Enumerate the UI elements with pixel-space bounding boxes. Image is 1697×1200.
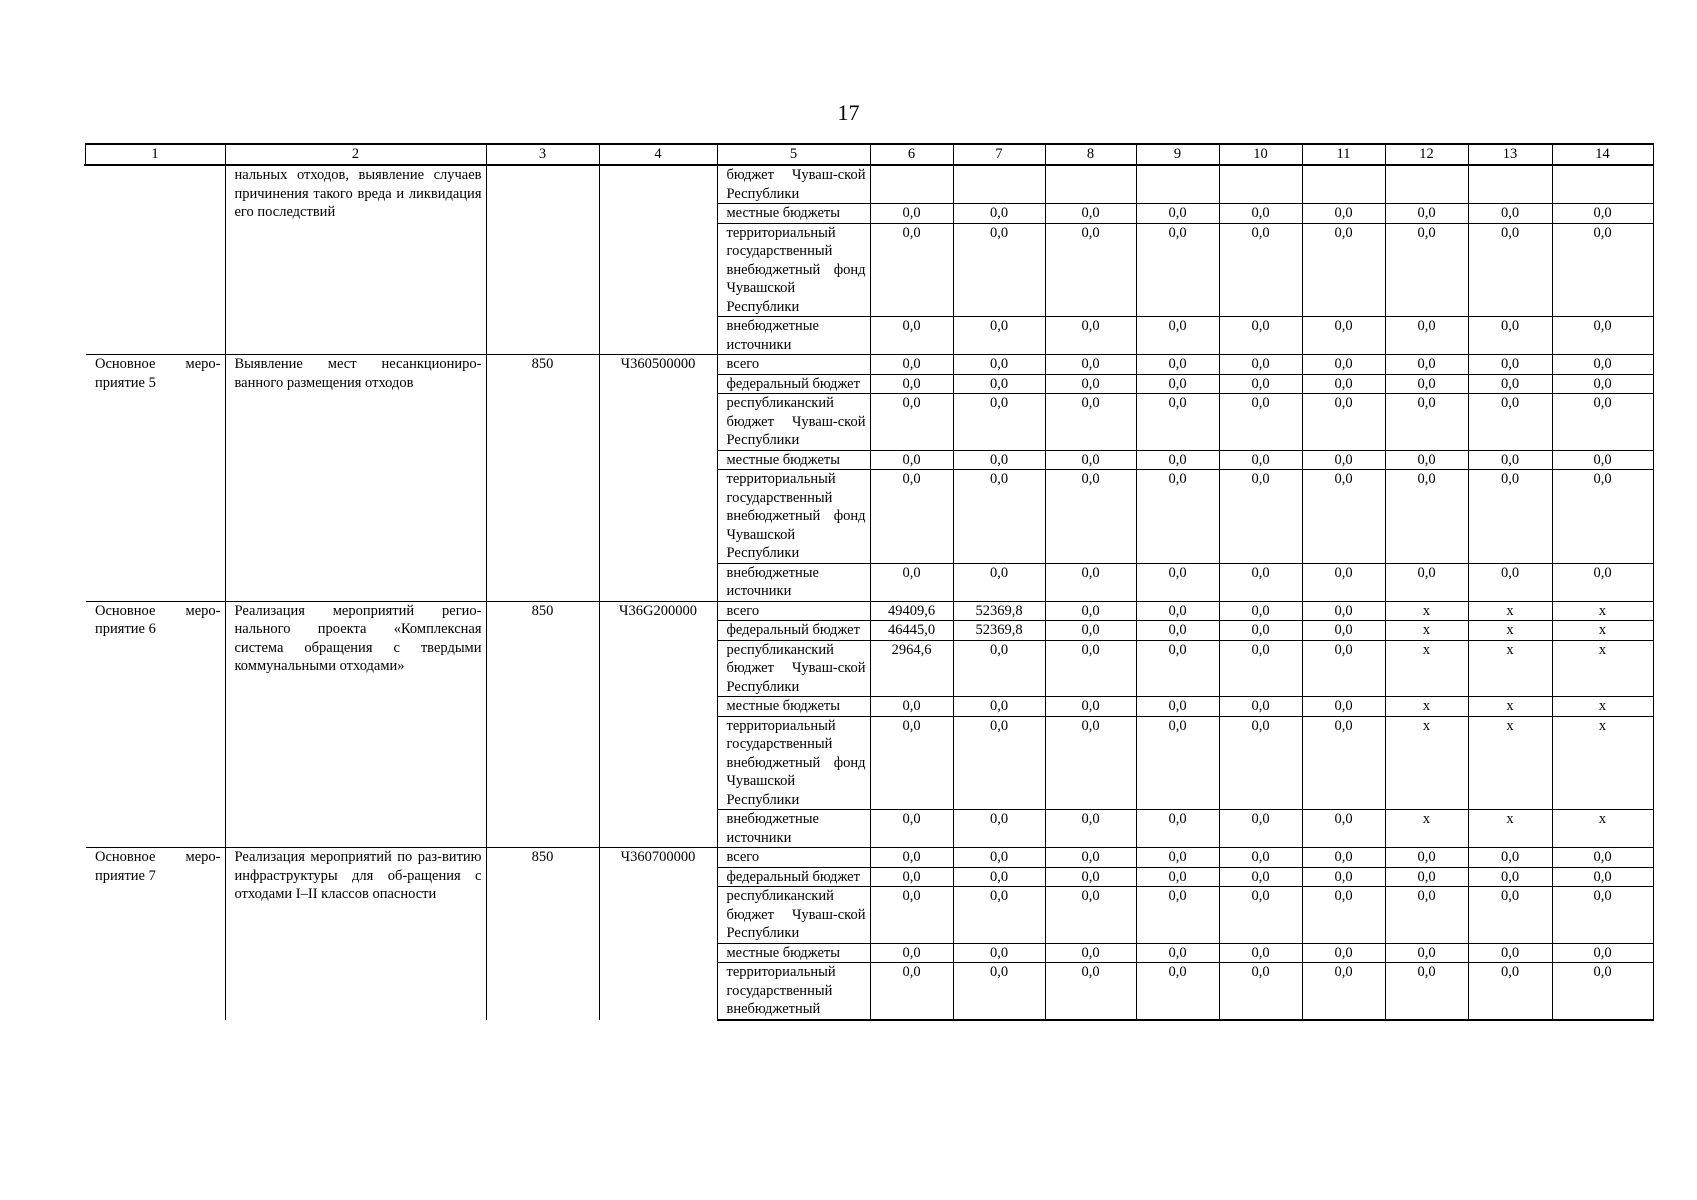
value-cell: 0,0 bbox=[1136, 450, 1219, 470]
value-cell: 0,0 bbox=[1136, 563, 1219, 601]
value-cell: 0,0 bbox=[1045, 640, 1136, 697]
value-cell: 0,0 bbox=[1385, 450, 1468, 470]
table-header-row bbox=[85, 144, 1653, 165]
column-header: 2 bbox=[225, 144, 486, 165]
value-cell: 0,0 bbox=[1385, 317, 1468, 355]
value-cell: 0,0 bbox=[1468, 374, 1552, 394]
value-cell: 0,0 bbox=[1468, 963, 1552, 1020]
measure-name: Основное меро-приятие 7 bbox=[85, 848, 225, 1020]
value-cell bbox=[1219, 165, 1302, 204]
value-cell: x bbox=[1552, 697, 1653, 717]
value-cell: x bbox=[1385, 716, 1468, 810]
funding-source: республиканский бюджет Чуваш-ской Республики bbox=[717, 640, 870, 697]
value-cell: 0,0 bbox=[1136, 394, 1219, 451]
value-cell: 0,0 bbox=[1302, 317, 1385, 355]
column-header: 11 bbox=[1302, 144, 1385, 165]
value-cell: 0,0 bbox=[1552, 355, 1653, 375]
value-cell: 0,0 bbox=[870, 867, 953, 887]
value-cell: 0,0 bbox=[1468, 887, 1552, 944]
value-cell: 0,0 bbox=[953, 640, 1045, 697]
table-row bbox=[85, 848, 1653, 868]
budget-classification-code: Ч36G200000 bbox=[599, 601, 717, 848]
value-cell: 0,0 bbox=[1302, 867, 1385, 887]
value-cell: 0,0 bbox=[1136, 848, 1219, 868]
value-cell: 0,0 bbox=[870, 470, 953, 564]
value-cell: x bbox=[1468, 697, 1552, 717]
budget-classification-code: Ч360700000 bbox=[599, 848, 717, 1020]
value-cell: x bbox=[1552, 810, 1653, 848]
value-cell: 52369,8 bbox=[953, 601, 1045, 621]
table-body bbox=[85, 144, 1653, 1020]
value-cell: 0,0 bbox=[1219, 450, 1302, 470]
column-header: 9 bbox=[1136, 144, 1219, 165]
table-row bbox=[85, 355, 1653, 375]
value-cell: 0,0 bbox=[1136, 223, 1219, 317]
funding-source: федеральный бюджет bbox=[717, 374, 870, 394]
value-cell: 0,0 bbox=[1552, 450, 1653, 470]
measure-name-cell bbox=[85, 165, 225, 355]
value-cell: 0,0 bbox=[953, 810, 1045, 848]
value-cell: 0,0 bbox=[1302, 621, 1385, 641]
value-cell: 0,0 bbox=[1385, 867, 1468, 887]
funding-source: местные бюджеты bbox=[717, 697, 870, 717]
value-cell: 0,0 bbox=[870, 317, 953, 355]
value-cell: 0,0 bbox=[1468, 470, 1552, 564]
value-cell bbox=[1302, 165, 1385, 204]
value-cell: x bbox=[1468, 716, 1552, 810]
funding-source: внебюджетные источники bbox=[717, 810, 870, 848]
value-cell: 0,0 bbox=[1468, 848, 1552, 868]
value-cell: 0,0 bbox=[1302, 640, 1385, 697]
grbs-code bbox=[486, 165, 599, 355]
value-cell: 0,0 bbox=[1136, 601, 1219, 621]
value-cell bbox=[1385, 165, 1468, 204]
value-cell: 0,0 bbox=[1302, 963, 1385, 1020]
value-cell: 0,0 bbox=[1385, 374, 1468, 394]
funding-source: федеральный бюджет bbox=[717, 621, 870, 641]
value-cell: 0,0 bbox=[1302, 716, 1385, 810]
value-cell: x bbox=[1385, 810, 1468, 848]
value-cell: 0,0 bbox=[870, 394, 953, 451]
table-row bbox=[85, 601, 1653, 621]
value-cell: 0,0 bbox=[1385, 943, 1468, 963]
value-cell: 0,0 bbox=[870, 223, 953, 317]
value-cell: 0,0 bbox=[1302, 450, 1385, 470]
funding-source: всего bbox=[717, 848, 870, 868]
budget-classification-code bbox=[599, 165, 717, 355]
column-header: 4 bbox=[599, 144, 717, 165]
value-cell: 0,0 bbox=[870, 887, 953, 944]
value-cell: 0,0 bbox=[1552, 563, 1653, 601]
value-cell: 0,0 bbox=[1219, 887, 1302, 944]
value-cell: 0,0 bbox=[1045, 887, 1136, 944]
value-cell: 0,0 bbox=[1385, 223, 1468, 317]
value-cell: 0,0 bbox=[1468, 204, 1552, 224]
funding-source: внебюджетные источники bbox=[717, 563, 870, 601]
value-cell: 0,0 bbox=[870, 810, 953, 848]
column-header: 10 bbox=[1219, 144, 1302, 165]
value-cell: 0,0 bbox=[953, 450, 1045, 470]
funding-source: территориальный государственный внебюджетный фонд Чувашской Республики bbox=[717, 223, 870, 317]
value-cell: 0,0 bbox=[1136, 470, 1219, 564]
value-cell: x bbox=[1552, 601, 1653, 621]
measure-name: Основное меро-приятие 5 bbox=[85, 355, 225, 602]
value-cell: 0,0 bbox=[953, 943, 1045, 963]
budget-classification-code: Ч360500000 bbox=[599, 355, 717, 602]
value-cell bbox=[1136, 165, 1219, 204]
value-cell: 0,0 bbox=[1219, 697, 1302, 717]
value-cell: 0,0 bbox=[870, 204, 953, 224]
funding-source: республиканский бюджет Чуваш-ской Республики bbox=[717, 394, 870, 451]
value-cell: 0,0 bbox=[1468, 394, 1552, 451]
value-cell: x bbox=[1468, 621, 1552, 641]
value-cell: 0,0 bbox=[1302, 848, 1385, 868]
value-cell: 0,0 bbox=[953, 355, 1045, 375]
value-cell: 0,0 bbox=[1136, 810, 1219, 848]
value-cell: 0,0 bbox=[1045, 621, 1136, 641]
value-cell: 0,0 bbox=[1045, 374, 1136, 394]
value-cell: 0,0 bbox=[1552, 963, 1653, 1020]
value-cell bbox=[1552, 165, 1653, 204]
funding-source: бюджет Чуваш-ской Республики bbox=[717, 165, 870, 204]
value-cell: 0,0 bbox=[1219, 867, 1302, 887]
value-cell: 0,0 bbox=[1552, 317, 1653, 355]
value-cell: 0,0 bbox=[1219, 374, 1302, 394]
value-cell: 0,0 bbox=[1045, 848, 1136, 868]
value-cell bbox=[870, 165, 953, 204]
value-cell: 0,0 bbox=[1219, 621, 1302, 641]
value-cell: 0,0 bbox=[1468, 943, 1552, 963]
value-cell: 0,0 bbox=[953, 317, 1045, 355]
column-header: 6 bbox=[870, 144, 953, 165]
value-cell: x bbox=[1552, 716, 1653, 810]
value-cell: 0,0 bbox=[1136, 716, 1219, 810]
value-cell: 0,0 bbox=[1219, 563, 1302, 601]
column-header: 7 bbox=[953, 144, 1045, 165]
value-cell: 0,0 bbox=[1219, 470, 1302, 564]
value-cell: 0,0 bbox=[1468, 317, 1552, 355]
value-cell: 0,0 bbox=[953, 470, 1045, 564]
value-cell: 0,0 bbox=[1045, 563, 1136, 601]
column-header: 1 bbox=[85, 144, 225, 165]
value-cell: 0,0 bbox=[1136, 355, 1219, 375]
value-cell: 0,0 bbox=[1136, 374, 1219, 394]
value-cell: 0,0 bbox=[870, 374, 953, 394]
value-cell: 0,0 bbox=[1552, 204, 1653, 224]
value-cell: 0,0 bbox=[1136, 963, 1219, 1020]
value-cell: 0,0 bbox=[953, 887, 1045, 944]
value-cell: 0,0 bbox=[1219, 640, 1302, 697]
value-cell: 0,0 bbox=[1219, 810, 1302, 848]
budget-table bbox=[84, 143, 1654, 1021]
funding-source: всего bbox=[717, 355, 870, 375]
funding-source: внебюджетные источники bbox=[717, 317, 870, 355]
value-cell: 0,0 bbox=[1385, 563, 1468, 601]
column-header: 13 bbox=[1468, 144, 1552, 165]
value-cell: 0,0 bbox=[1219, 355, 1302, 375]
value-cell: 0,0 bbox=[1552, 943, 1653, 963]
funding-source: местные бюджеты bbox=[717, 943, 870, 963]
value-cell: 0,0 bbox=[1136, 317, 1219, 355]
value-cell: 0,0 bbox=[1302, 223, 1385, 317]
value-cell: x bbox=[1385, 621, 1468, 641]
value-cell: 0,0 bbox=[1468, 563, 1552, 601]
value-cell: 0,0 bbox=[870, 943, 953, 963]
funding-source: местные бюджеты bbox=[717, 450, 870, 470]
value-cell: 0,0 bbox=[1468, 223, 1552, 317]
value-cell: 0,0 bbox=[1045, 943, 1136, 963]
value-cell: 0,0 bbox=[870, 355, 953, 375]
value-cell: 0,0 bbox=[1219, 716, 1302, 810]
value-cell: 0,0 bbox=[1302, 394, 1385, 451]
value-cell: 2964,6 bbox=[870, 640, 953, 697]
value-cell bbox=[1468, 165, 1552, 204]
value-cell: 0,0 bbox=[1302, 810, 1385, 848]
table-row bbox=[85, 165, 1653, 204]
column-header: 3 bbox=[486, 144, 599, 165]
value-cell: 0,0 bbox=[1045, 394, 1136, 451]
value-cell: 46445,0 bbox=[870, 621, 953, 641]
value-cell: 0,0 bbox=[1136, 697, 1219, 717]
value-cell: 49409,6 bbox=[870, 601, 953, 621]
value-cell: 52369,8 bbox=[953, 621, 1045, 641]
value-cell: 0,0 bbox=[870, 697, 953, 717]
value-cell: 0,0 bbox=[1385, 848, 1468, 868]
value-cell: 0,0 bbox=[953, 204, 1045, 224]
value-cell: x bbox=[1385, 640, 1468, 697]
value-cell: 0,0 bbox=[1219, 943, 1302, 963]
value-cell: 0,0 bbox=[953, 394, 1045, 451]
value-cell: 0,0 bbox=[1302, 697, 1385, 717]
page-number: 17 bbox=[837, 100, 860, 125]
value-cell: 0,0 bbox=[1385, 394, 1468, 451]
value-cell: 0,0 bbox=[1302, 374, 1385, 394]
value-cell: 0,0 bbox=[1302, 601, 1385, 621]
value-cell: 0,0 bbox=[1045, 963, 1136, 1020]
value-cell: 0,0 bbox=[953, 963, 1045, 1020]
value-cell: x bbox=[1468, 640, 1552, 697]
column-header: 14 bbox=[1552, 144, 1653, 165]
grbs-code: 850 bbox=[486, 848, 599, 1020]
value-cell: x bbox=[1468, 601, 1552, 621]
value-cell: 0,0 bbox=[1045, 867, 1136, 887]
value-cell: 0,0 bbox=[1136, 943, 1219, 963]
value-cell: 0,0 bbox=[1219, 963, 1302, 1020]
value-cell: 0,0 bbox=[1552, 470, 1653, 564]
value-cell: 0,0 bbox=[1136, 640, 1219, 697]
value-cell: 0,0 bbox=[1219, 394, 1302, 451]
value-cell: 0,0 bbox=[870, 563, 953, 601]
funding-source: местные бюджеты bbox=[717, 204, 870, 224]
grbs-code: 850 bbox=[486, 601, 599, 848]
value-cell: 0,0 bbox=[1136, 887, 1219, 944]
value-cell: 0,0 bbox=[1045, 204, 1136, 224]
value-cell: 0,0 bbox=[1385, 470, 1468, 564]
value-cell: 0,0 bbox=[1045, 601, 1136, 621]
measure-description: Реализация мероприятий регио-нального проекта «Комплексная система обращения с твердыми коммунальными отходами» bbox=[225, 601, 486, 848]
value-cell: x bbox=[1552, 621, 1653, 641]
value-cell: 0,0 bbox=[870, 848, 953, 868]
funding-source: территориальный государственный внебюджетный фонд Чувашской Республики bbox=[717, 470, 870, 564]
measure-description: нальных отходов, выявление случаев причинения такого вреда и ликвидация его последствий bbox=[225, 165, 486, 355]
funding-source: всего bbox=[717, 601, 870, 621]
measure-name: Основное меро-приятие 6 bbox=[85, 601, 225, 848]
value-cell: 0,0 bbox=[953, 848, 1045, 868]
value-cell: 0,0 bbox=[953, 223, 1045, 317]
funding-source: территориальный государственный внебюджетный bbox=[717, 963, 870, 1020]
value-cell: 0,0 bbox=[1045, 223, 1136, 317]
value-cell: x bbox=[1385, 697, 1468, 717]
funding-source: территориальный государственный внебюджетный фонд Чувашской Республики bbox=[717, 716, 870, 810]
value-cell: 0,0 bbox=[1552, 394, 1653, 451]
value-cell: 0,0 bbox=[1552, 867, 1653, 887]
value-cell: 0,0 bbox=[953, 716, 1045, 810]
value-cell: 0,0 bbox=[1136, 867, 1219, 887]
value-cell: 0,0 bbox=[1302, 204, 1385, 224]
value-cell: 0,0 bbox=[953, 697, 1045, 717]
value-cell: 0,0 bbox=[1302, 563, 1385, 601]
measure-description: Реализация мероприятий по раз-витию инфраструктуры для об-ращения с отходами I–II классов опасности bbox=[225, 848, 486, 1020]
value-cell: 0,0 bbox=[1136, 204, 1219, 224]
value-cell: 0,0 bbox=[1302, 470, 1385, 564]
value-cell: 0,0 bbox=[1552, 887, 1653, 944]
value-cell: x bbox=[1468, 810, 1552, 848]
value-cell: 0,0 bbox=[1136, 621, 1219, 641]
value-cell: 0,0 bbox=[1552, 374, 1653, 394]
funding-source: федеральный бюджет bbox=[717, 867, 870, 887]
value-cell: 0,0 bbox=[1468, 867, 1552, 887]
value-cell: x bbox=[1552, 640, 1653, 697]
value-cell: 0,0 bbox=[870, 963, 953, 1020]
value-cell: 0,0 bbox=[1385, 887, 1468, 944]
value-cell: 0,0 bbox=[1219, 223, 1302, 317]
column-header: 8 bbox=[1045, 144, 1136, 165]
value-cell: x bbox=[1385, 601, 1468, 621]
grbs-code: 850 bbox=[486, 355, 599, 602]
value-cell: 0,0 bbox=[1302, 887, 1385, 944]
value-cell: 0,0 bbox=[1219, 204, 1302, 224]
value-cell: 0,0 bbox=[1385, 355, 1468, 375]
value-cell: 0,0 bbox=[1045, 450, 1136, 470]
value-cell: 0,0 bbox=[870, 716, 953, 810]
value-cell: 0,0 bbox=[1045, 355, 1136, 375]
value-cell: 0,0 bbox=[1385, 204, 1468, 224]
value-cell: 0,0 bbox=[1219, 601, 1302, 621]
value-cell: 0,0 bbox=[953, 374, 1045, 394]
value-cell: 0,0 bbox=[1219, 848, 1302, 868]
value-cell: 0,0 bbox=[1302, 943, 1385, 963]
value-cell: 0,0 bbox=[1468, 355, 1552, 375]
value-cell: 0,0 bbox=[1045, 716, 1136, 810]
column-header: 12 bbox=[1385, 144, 1468, 165]
value-cell: 0,0 bbox=[870, 450, 953, 470]
value-cell bbox=[1045, 165, 1136, 204]
column-header: 5 bbox=[717, 144, 870, 165]
value-cell: 0,0 bbox=[1219, 317, 1302, 355]
value-cell: 0,0 bbox=[1552, 848, 1653, 868]
value-cell: 0,0 bbox=[1552, 223, 1653, 317]
value-cell: 0,0 bbox=[1045, 697, 1136, 717]
value-cell: 0,0 bbox=[1045, 470, 1136, 564]
value-cell: 0,0 bbox=[1385, 963, 1468, 1020]
value-cell: 0,0 bbox=[1302, 355, 1385, 375]
value-cell: 0,0 bbox=[1468, 450, 1552, 470]
funding-source: республиканский бюджет Чуваш-ской Республики bbox=[717, 887, 870, 944]
measure-description: Выявление мест несанкциониро-ванного размещения отходов bbox=[225, 355, 486, 602]
value-cell: 0,0 bbox=[1045, 317, 1136, 355]
value-cell bbox=[953, 165, 1045, 204]
value-cell: 0,0 bbox=[953, 563, 1045, 601]
value-cell: 0,0 bbox=[953, 867, 1045, 887]
value-cell: 0,0 bbox=[1045, 810, 1136, 848]
